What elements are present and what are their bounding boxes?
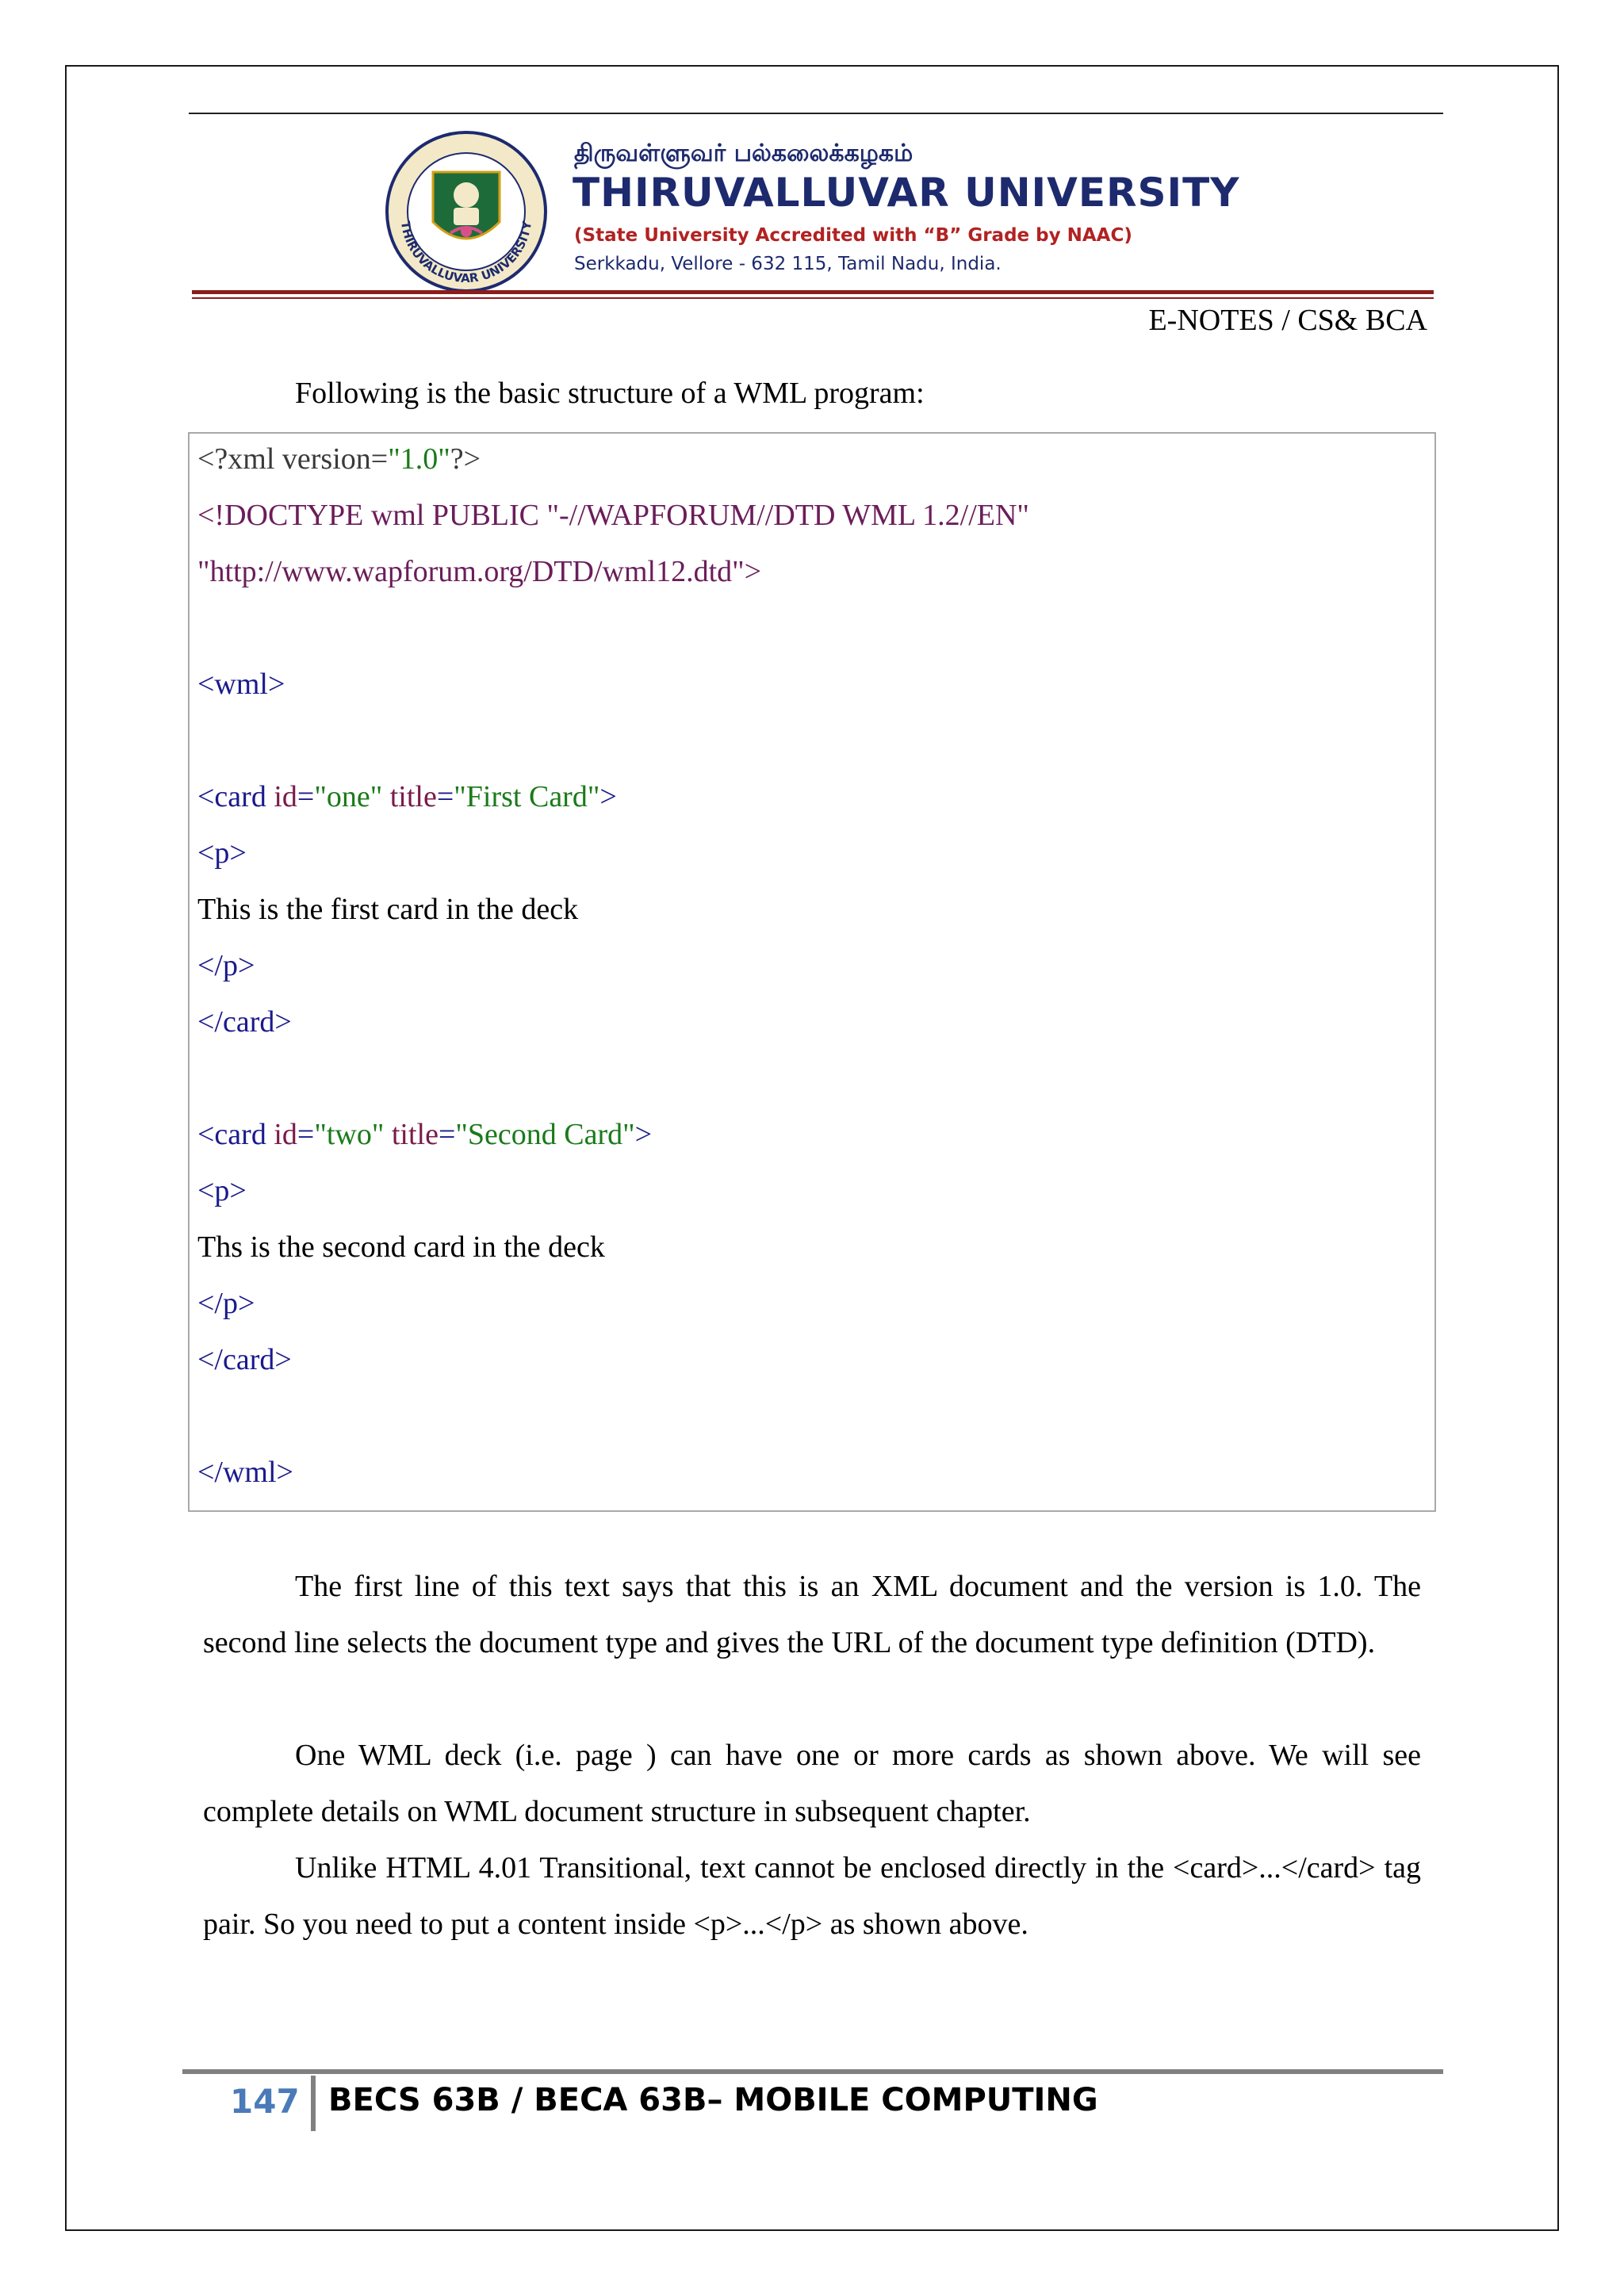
code-line: </wml> [197, 1456, 293, 1489]
header-rule-thin [192, 297, 1434, 299]
intro-text: Following is the basic structure of a WML program: [295, 377, 925, 410]
code-value: "two" [314, 1118, 385, 1151]
university-address: Serkkadu, Vellore - 632 115, Tamil Nadu, India. [574, 254, 1002, 274]
code-line: "http://www.wapforum.org/DTD/wml12.dtd"> [197, 555, 762, 588]
paragraph [203, 1728, 1421, 1840]
code-attr: id [274, 1118, 297, 1151]
code-line: <wml> [197, 668, 285, 701]
footer-separator [311, 2076, 316, 2131]
code-value: "Second Card" [455, 1118, 635, 1151]
code-line: This is the first card in the deck [197, 893, 579, 926]
code-attr: title [384, 1118, 439, 1151]
logo-ring-text: THIRUVALLUVAR UNIVERSITY [398, 220, 534, 286]
header-rule [192, 290, 1434, 294]
accreditation-note: (State University Accredited with “B” Grade by NAAC) [574, 225, 1132, 246]
footer-rule [182, 2069, 1443, 2074]
code-line: <p> [197, 1174, 247, 1207]
code-tag: <card [197, 780, 274, 813]
code-line [197, 1119, 652, 1150]
code-line: </card> [197, 1005, 292, 1039]
course-title: BECS 63B / BECA 63B– MOBILE COMPUTING [328, 2082, 1098, 2118]
code-line: <!DOCTYPE wml PUBLIC "-//WAPFORUM//DTD WML 1.2//EN" [197, 499, 1029, 532]
code-value: "one" [314, 780, 383, 813]
paragraph [203, 1559, 1421, 1671]
code-tag: > [634, 1118, 653, 1151]
code-pi: <?xml version= [197, 442, 389, 476]
code-line [197, 444, 481, 474]
page-number: 147 [230, 2082, 300, 2121]
paragraph-text: The first line of this text says that this is an XML document and the version is 1.0. The second line selects the document type and gives the URL of the document type definition (DTD). [203, 1570, 1421, 1659]
university-tamil-name: திருவள்ளுவர் பல்கலைக்கழகம் [574, 140, 914, 167]
section-label: E-NOTES / CS& BCA [1148, 304, 1427, 337]
paragraph-text: Unlike HTML 4.01 Transitional, text cannot be enclosed directly in the <card>...</card> tag pair. So you need to put a content inside <p>...</p> as shown above. [203, 1851, 1421, 1941]
code-value: "First Card" [454, 780, 600, 813]
code-value: "1.0" [388, 442, 450, 476]
code-punct: = [297, 1118, 315, 1151]
code-line [197, 782, 617, 812]
top-rule [189, 113, 1443, 114]
code-block [188, 432, 1436, 1512]
code-line: <p> [197, 836, 247, 870]
code-attr: id [274, 780, 297, 813]
code-tag: <card [197, 1118, 274, 1151]
code-attr: title [382, 780, 437, 813]
code-line: </p> [197, 949, 255, 982]
code-punct: = [438, 1118, 456, 1151]
code-pi: ?> [450, 442, 481, 476]
code-line: Ths is the second card in the deck [197, 1230, 605, 1264]
code-punct: = [436, 780, 454, 813]
code-line: </card> [197, 1343, 292, 1376]
code-line: </p> [197, 1287, 255, 1320]
code-tag: > [599, 780, 617, 813]
university-name: THIRUVALLUVAR UNIVERSITY [573, 170, 1240, 216]
paragraph-text: One WML deck (i.e. page ) can have one or more cards as shown above. We will see complete details on WML document structure in subsequent chapter. [203, 1739, 1421, 1828]
paragraph [203, 1840, 1421, 1953]
university-logo [371, 128, 561, 295]
code-punct: = [297, 780, 315, 813]
